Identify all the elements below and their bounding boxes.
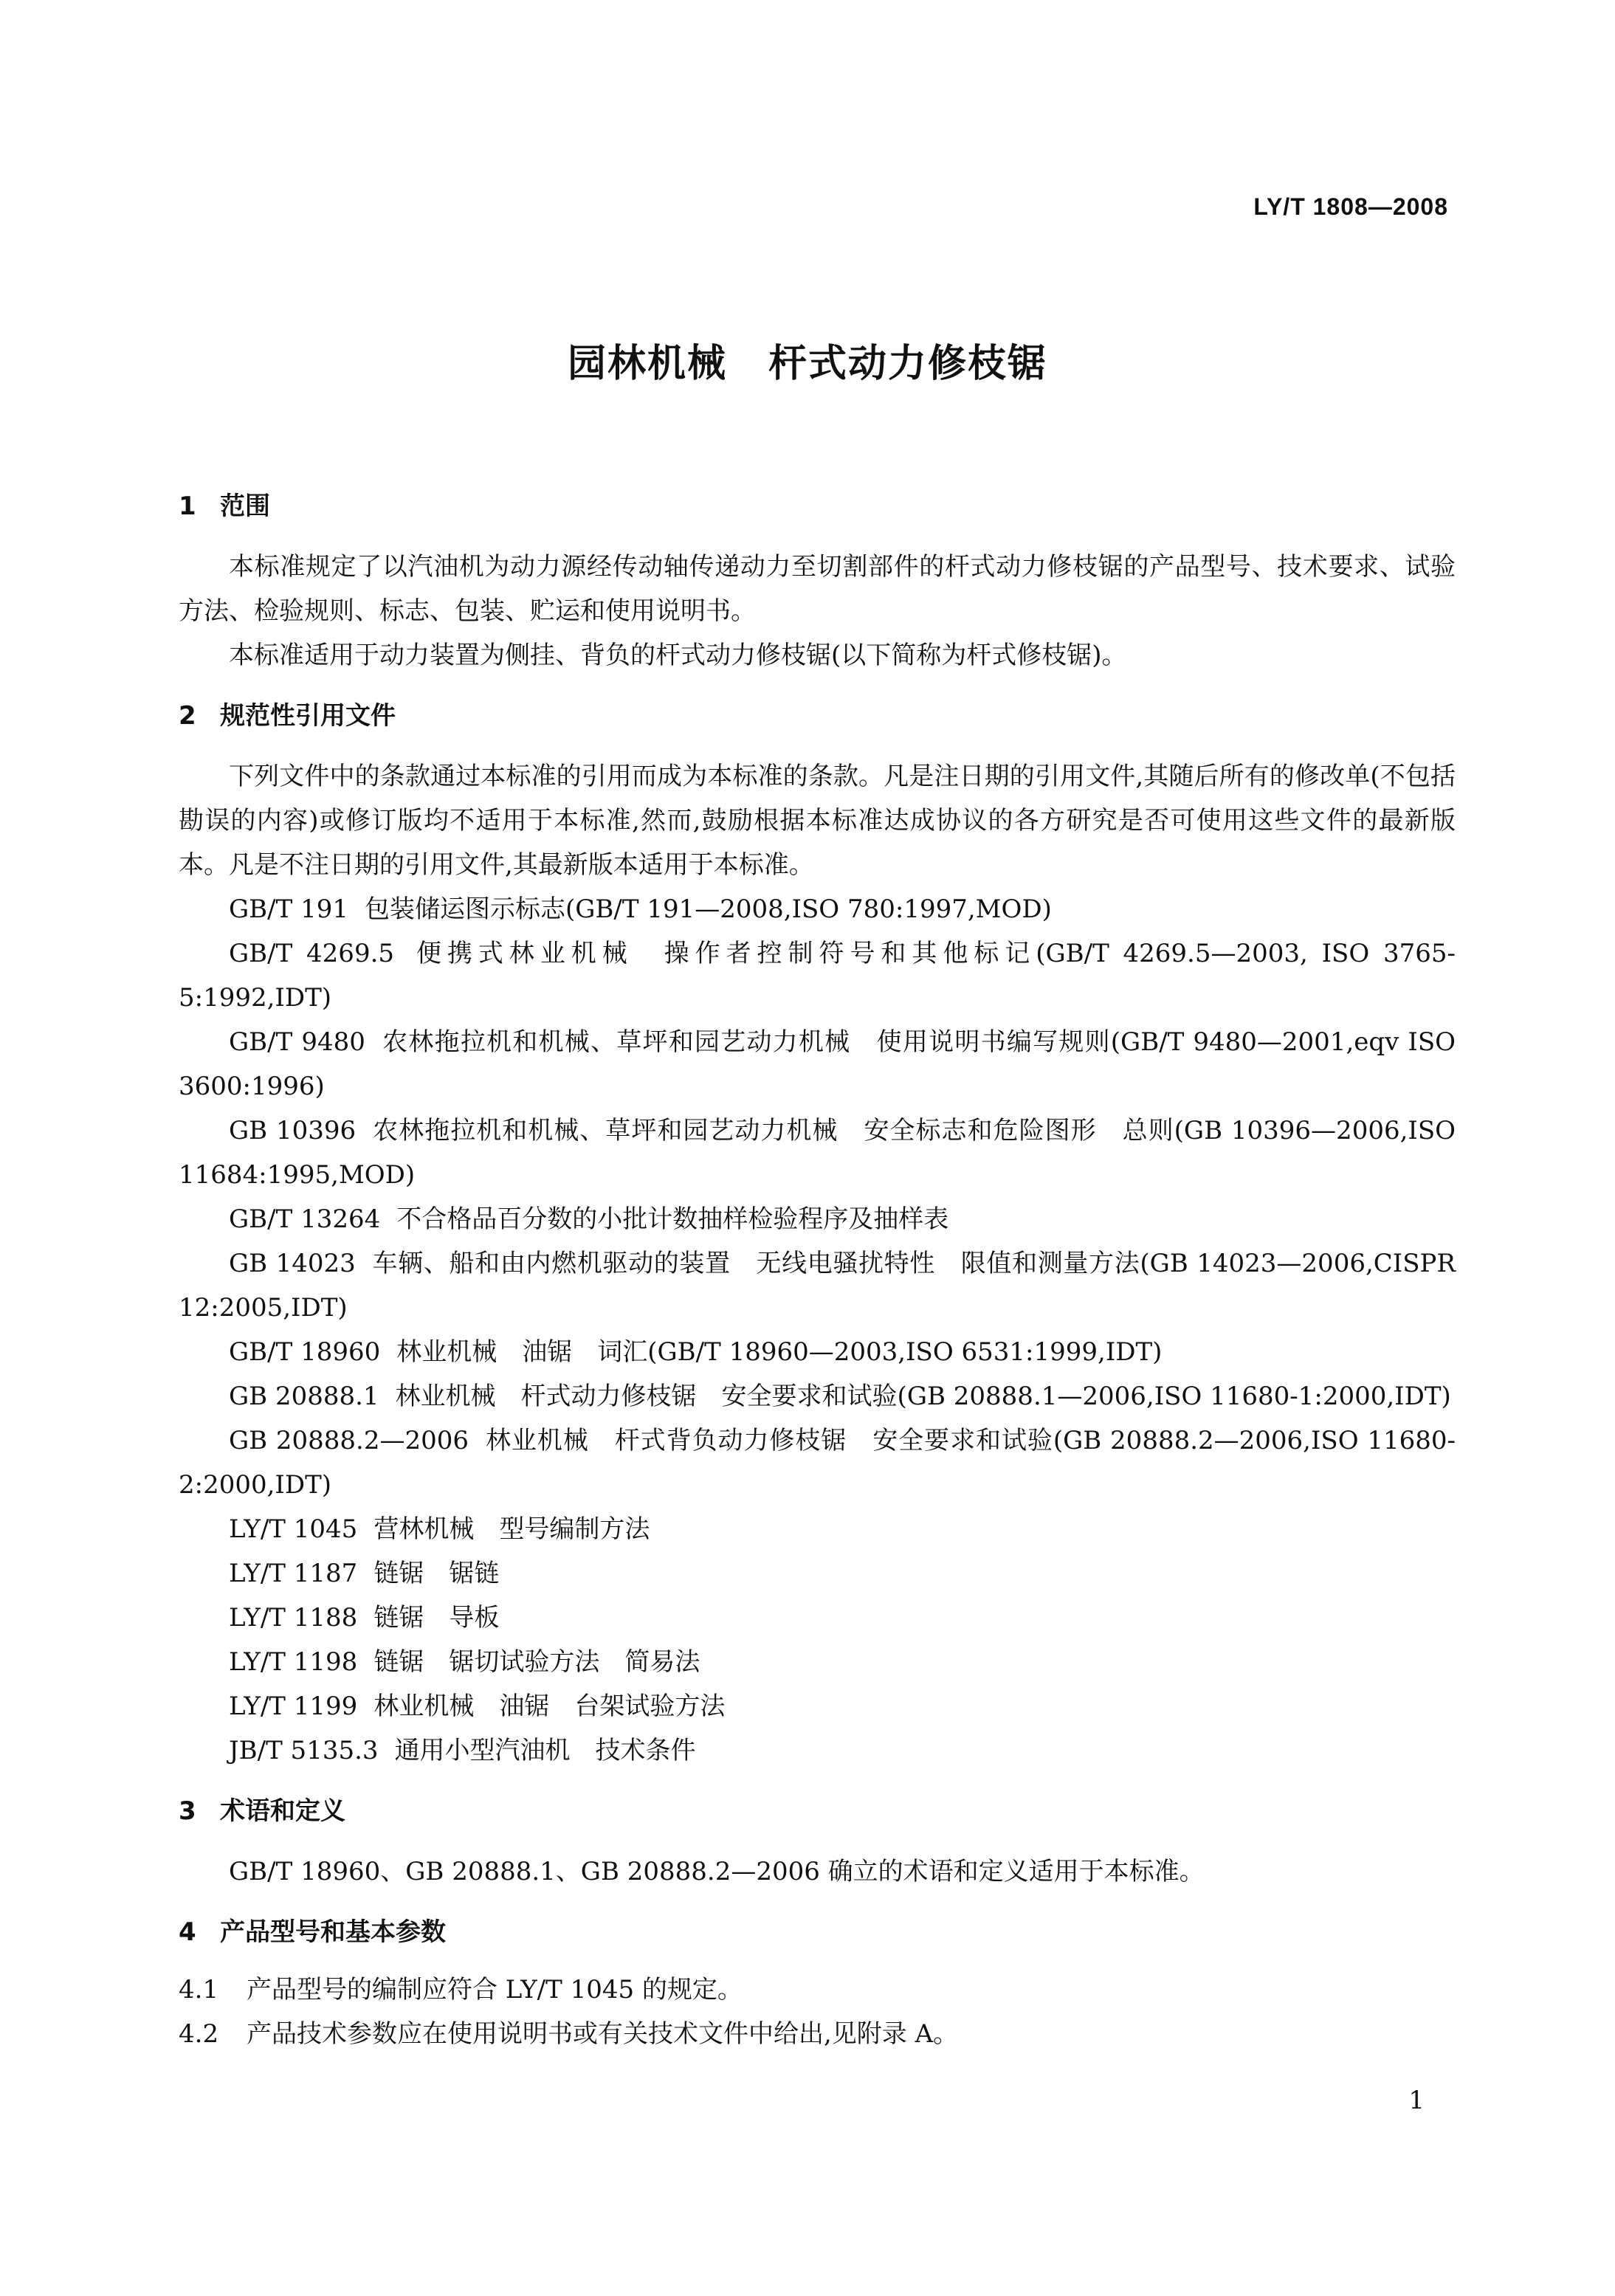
reference-code: GB/T 4269.5 [229,939,395,968]
reference-item [179,1507,1456,1551]
reference-title: 包装储运图示标志(GB/T 191—2008,ISO 780:1997,MOD) [364,894,1052,924]
reference-code: GB/T 191 [229,894,348,924]
reference-code: GB/T 18960 [229,1337,381,1367]
reference-code: GB 14023 [229,1249,356,1278]
reference-title: 链锯 导板 [373,1603,500,1633]
reference-item [179,1640,1456,1684]
reference-item [179,1728,1456,1773]
page-number: 1 [1408,2086,1425,2115]
normative-references-intro: 下列文件中的条款通过本标准的引用而成为本标准的条款。凡是注日期的引用文件,其随后所有的修改单(不包括勘误的内容)或修订版均不适用于本标准,然而,鼓励根据本标准达成协议的各方研究是否可使用这些文件的最新版本。凡是不注日期的引用文件,其最新版本适用于本标准。 [179,762,1456,880]
reference-title: 林业机械 油锯 词汇(GB/T 18960—2003,ISO 6531:1999,IDT) [396,1337,1163,1367]
section-title: 术语和定义 [220,1796,345,1826]
reference-list [179,887,1456,1773]
standard-code: LY/T 1808—2008 [1253,193,1448,220]
reference-title: 便携式林业机械 操作者控制符号和其他标记(GB/T 4269.5—2003, ISO 3765-5:1992,IDT) [179,939,1456,1013]
reference-code: LY/T 1198 [229,1647,358,1677]
section-1-heading [179,484,1456,528]
reference-item [179,1596,1456,1640]
reference-title: 链锯 锯切试验方法 简易法 [373,1647,700,1677]
reference-item [179,1418,1456,1507]
reference-item [179,887,1456,931]
reference-code: GB 10396 [229,1116,357,1145]
reference-item [179,1241,1456,1330]
clause-text: 产品技术参数应在使用说明书或有关技术文件中给出,见附录 A。 [247,2019,959,2049]
reference-item [179,1330,1456,1374]
document-body [179,478,1456,2056]
reference-code: GB 20888.1 [229,1382,379,1411]
section-number: 4 [179,1917,196,1947]
reference-title: 林业机械 杆式动力修枝锯 安全要求和试验(GB 20888.1—2006,ISO 11680-1:2000,IDT) [395,1382,1451,1411]
reference-item [179,1197,1456,1241]
clause-number: 4.2 [179,2019,219,2049]
terms-paragraph: GB/T 18960、GB 20888.1、GB 20888.2—2006 确立的术语和定义适用于本标准。 [229,1857,1205,1886]
document-title-part-2: 杆式动力修枝锯 [768,342,1048,386]
reference-title: 林业机械 杆式背负动力修枝锯 安全要求和试验(GB 20888.2—2006,ISO 11680-2:2000,IDT) [179,1426,1456,1500]
reference-title: 营林机械 型号编制方法 [373,1514,650,1544]
reference-code: LY/T 1188 [229,1603,358,1633]
reference-title: 农林拖拉机和机械、草坪和园艺动力机械 安全标志和危险图形 总则(GB 10396—2006,ISO 11684:1995,MOD) [179,1116,1456,1190]
reference-title: 链锯 锯链 [373,1559,500,1588]
section-4-heading [179,1910,1456,1954]
section-title: 产品型号和基本参数 [220,1917,446,1947]
reference-code: LY/T 1199 [229,1692,358,1721]
reference-title: 林业机械 油锯 台架试验方法 [373,1692,726,1721]
reference-title: 农林拖拉机和机械、草坪和园艺动力机械 使用说明书编写规则(GB/T 9480—2001,eqv ISO 3600:1996) [179,1027,1456,1101]
reference-item [179,1684,1456,1728]
reference-code: JB/T 5135.3 [229,1736,379,1765]
reference-code: GB/T 13264 [229,1204,381,1234]
reference-item [179,931,1456,1020]
document-title-part-1: 园林机械 [567,342,727,386]
clause-item [179,2012,1456,2056]
reference-code: LY/T 1187 [229,1559,358,1588]
clause-number: 4.1 [179,1975,219,2004]
scope-paragraph: 本标准适用于动力装置为侧挂、背负的杆式动力修枝锯(以下简称为杆式修枝锯)。 [229,641,1127,670]
document-title [0,332,1615,387]
reference-item [179,1109,1456,1197]
reference-title: 通用小型汽油机 技术条件 [394,1736,696,1765]
reference-title: 车辆、船和由内燃机驱动的装置 无线电骚扰特性 限值和测量方法(GB 14023—2006,CISPR 12:2005,IDT) [179,1249,1456,1323]
reference-code: GB/T 9480 [229,1027,365,1057]
section-number: 2 [179,701,196,731]
reference-item [179,1020,1456,1109]
reference-code: GB 20888.2—2006 [229,1426,469,1455]
section-title: 规范性引用文件 [220,701,396,731]
section-2-heading [179,694,1456,738]
section-title: 范围 [220,492,270,521]
reference-item [179,1374,1456,1418]
clause-text: 产品型号的编制应符合 LY/T 1045 的规定。 [247,1975,743,2004]
scope-paragraph: 本标准规定了以汽油机为动力源经传动轴传递动力至切割部件的杆式动力修枝锯的产品型号、技术要求、试验方法、检验规则、标志、包装、贮运和使用说明书。 [179,552,1456,626]
reference-item [179,1551,1456,1596]
reference-title: 不合格品百分数的小批计数抽样检验程序及抽样表 [396,1204,949,1234]
clause-item [179,1968,1456,2012]
section-number: 3 [179,1796,196,1826]
section-number: 1 [179,492,196,521]
section-3-heading [179,1789,1456,1833]
reference-code: LY/T 1045 [229,1514,358,1544]
